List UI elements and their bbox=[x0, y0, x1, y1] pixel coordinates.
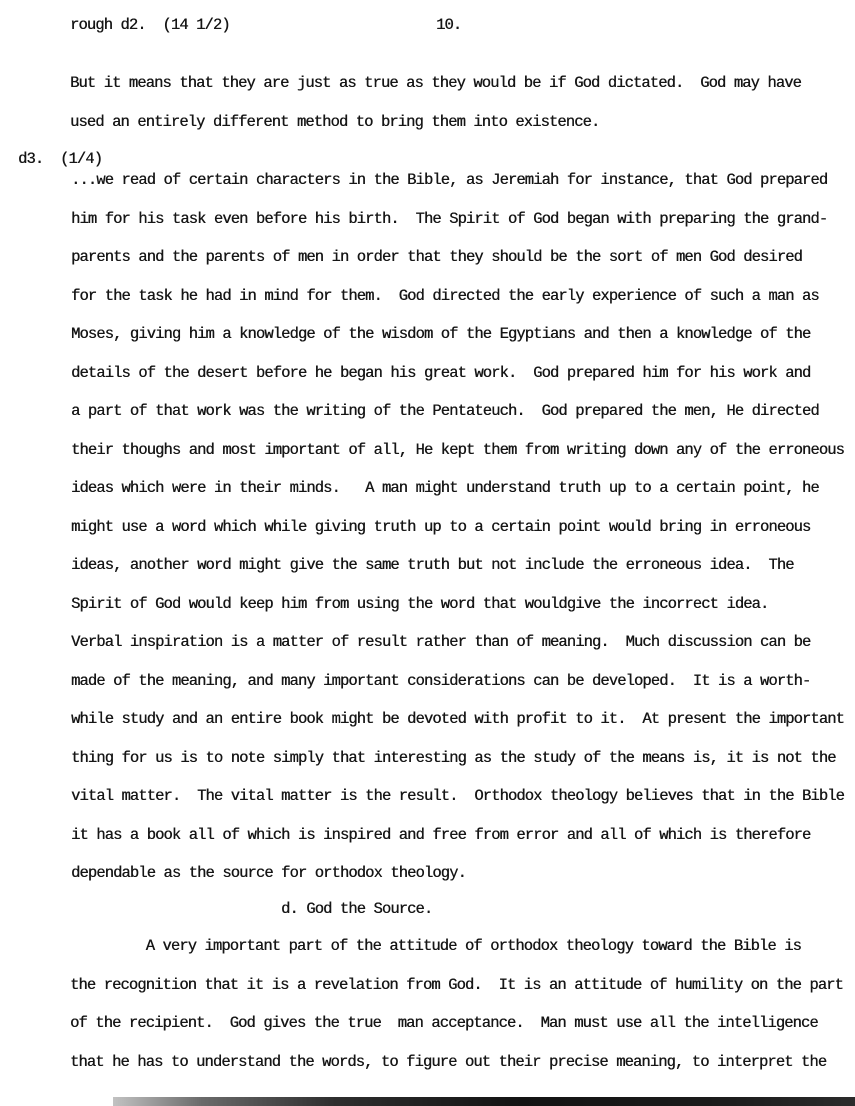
text-line: Moses, giving him a knowledge of the wisdom of the Egyptians and then a knowledge of the bbox=[71, 325, 811, 343]
text-line: might use a word which while giving truth up to a certain point would bring in erroneous bbox=[71, 517, 811, 536]
text-line: Verbal inspiration is a matter of result rather than of meaning. Much discussion can be bbox=[71, 633, 811, 651]
text-line: for the task he had in mind for them. God directed the early experience of such a man as bbox=[71, 286, 819, 305]
text-line: their thoughs and most important of all, He kept them from writing down any of the erroneous bbox=[71, 440, 844, 459]
text-line: of the recipient. God gives the true man acceptance. Man must use all the intelligence bbox=[70, 1014, 818, 1033]
text-line: A very important part of the attitude of orthodox theology toward the Bible is bbox=[70, 937, 801, 955]
text-line: dependable as the source for orthodox theology. bbox=[71, 864, 466, 882]
text-line: ...we read of certain characters in the Bible, as Jeremiah for instance, that God prepared bbox=[71, 171, 828, 189]
page-header-annotation: rough d2. (14 1/2) bbox=[70, 16, 230, 34]
text-line: thing for us is to note simply that interesting as the study of the means is, it is not the bbox=[71, 748, 836, 767]
text-line: used an entirely different method to bring them into existence. bbox=[70, 112, 600, 131]
text-line: made of the meaning, and many important considerations can be developed. It is a worth- bbox=[71, 671, 811, 690]
text-line: vital matter. The vital matter is the result. Orthodox theology believes that in the Bible bbox=[71, 787, 844, 805]
section-label: d3. (1/4) bbox=[18, 150, 103, 168]
subheading: d. God the Source. bbox=[281, 900, 433, 918]
text-line: it has a book all of which is inspired and free from error and all of which is therefore bbox=[71, 825, 811, 844]
text-line: details of the desert before he began his great work. God prepared him for his work and bbox=[71, 363, 811, 382]
text-line: him for his task even before his birth. The Spirit of God began with preparing the grand- bbox=[71, 209, 828, 228]
text-line: the recognition that it is a revelation from God. It is an attitude of humility on the part bbox=[70, 975, 843, 994]
scan-edge-artifact bbox=[113, 1097, 855, 1106]
page-number: 10. bbox=[436, 16, 462, 34]
text-line: while study and an entire book might be devoted with profit to it. At present the important bbox=[71, 710, 844, 728]
text-line: that he has to understand the words, to figure out their precise meaning, to interpret the bbox=[70, 1053, 827, 1072]
text-line: a part of that work was the writing of the Pentateuch. God prepared the men, He directed bbox=[71, 402, 819, 420]
text-line: parents and the parents of men in order that they should be the sort of men God desired bbox=[71, 248, 802, 266]
text-line: ideas which were in their minds. A man might understand truth up to a certain point, he bbox=[71, 479, 819, 497]
text-line: ideas, another word might give the same truth but not include the erroneous idea. The bbox=[71, 556, 794, 574]
text-line: Spirit of God would keep him from using the word that wouldgive the incorrect idea. bbox=[71, 594, 769, 613]
text-line: But it means that they are just as true as they would be if God dictated. God may have bbox=[70, 74, 801, 92]
